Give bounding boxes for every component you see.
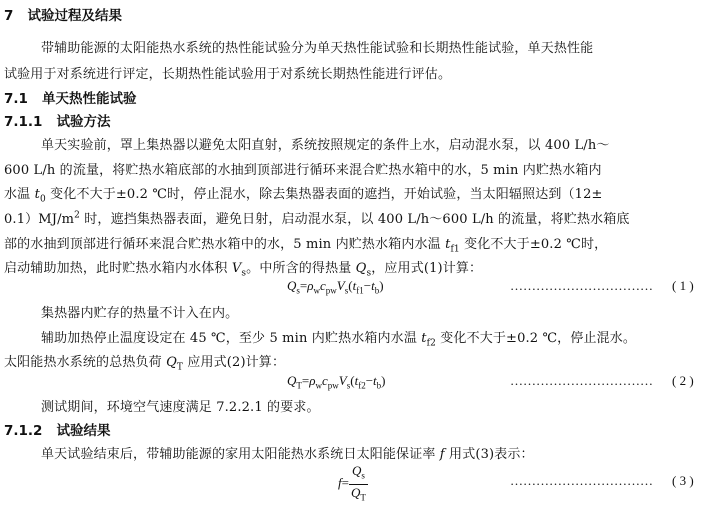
- section-7-1-2-heading: [4, 419, 111, 439]
- paragraph-2-line-1: 单天实验前，罩上集热器以避免太阳直射，系统按照规定的条件上水，启动混水泵，以 400 L/h～: [41, 138, 610, 153]
- equation-1-leader: ……………………………: [510, 278, 653, 293]
- paragraph-5: 测试期间，环境空气速度满足 7.2.2.1 的要求。: [41, 400, 320, 415]
- section-title: 试验过程及结果: [27, 8, 123, 24]
- paragraph-1-line-1: 带辅助能源的太阳能热水系统的热性能试验分为单天热性能试验和长期热性能试验，单天热性能: [41, 41, 594, 56]
- section-7-heading: [4, 4, 122, 24]
- paragraph-2-line-5: 部的水抽到顶部进行循环来混合贮热水箱中的水，5 min 内贮热水箱内水温 $t_{f1}$ 变化不大于±0.2 ℃时，: [4, 237, 608, 255]
- equation-2: $Q_T=\rho_wc_{pw}V_s(t_{f2}-t_b)$: [287, 373, 386, 391]
- paragraph-2-line-2: 600 L/h 的流量，将贮热水箱底部的水抽到顶部进行循环来混合贮热水箱中的水，5 min 内贮热水箱内: [4, 163, 602, 178]
- paragraph-1-line-2: 试验用于对系统进行评定，长期热性能试验用于对系统长期热性能进行评估。: [4, 67, 452, 82]
- section-title: 试验结果: [56, 423, 111, 439]
- paragraph-2-line-4: $0.1)MJ/m^2$ 时，遮挡集热器表面，避免日射，启动混水泵，以 400 L/h～600 L/h 的流量，将贮热水箱底: [4, 210, 630, 227]
- paragraph-4-line-1: 辅助加热停止温度设定在 45 ℃，至少 5 min 内贮热水箱内水温 $t_{f2}$ 变化不大于±0.2 ℃，停止混水。: [41, 331, 637, 349]
- equation-3-leader: ……………………………: [510, 473, 653, 488]
- section-title: 单天热性能试验: [42, 91, 137, 107]
- section-number: 7: [4, 8, 14, 24]
- paragraph-6: 单天试验结束后，带辅助能源的家用太阳能热水系统日太阳能保证率 f 用式(3)表示：: [41, 447, 534, 462]
- section-title: 试验方法: [56, 114, 111, 130]
- section-number: 7.1.2: [4, 423, 43, 439]
- section-number: 7.1: [4, 91, 28, 107]
- equation-1-number: ( 1 ): [672, 278, 694, 293]
- paragraph-3: 集热器内贮存的热量不计入在内。: [41, 306, 239, 321]
- section-7-1-1-heading: [4, 110, 111, 130]
- equation-2-leader: ……………………………: [510, 373, 653, 388]
- equation-2-number: ( 2 ): [672, 373, 694, 388]
- equation-3: f= $\frac{Q_s}{Q_T}$: [338, 463, 366, 503]
- symbol-t0: t: [34, 187, 40, 202]
- paragraph-2-line-3: 水温 $t_0$ 变化不大于±0.2 ℃时，停止混水，除去集热器表面的遮挡，开始试验，当太阳辐照达到（12±: [4, 187, 603, 205]
- section-number: 7.1.1: [4, 114, 43, 130]
- equation-3-number: ( 3 ): [672, 473, 694, 488]
- equation-1: $Q_s=\rho_wc_{pw}V_s(t_{f1}-t_b)$: [287, 278, 384, 296]
- section-7-1-heading: [4, 87, 137, 107]
- paragraph-4-line-2: 太阳能热水系统的总热负荷 $Q_T$ 应用式(2)计算：: [4, 355, 286, 373]
- paragraph-2-line-6: 启动辅助加热，此时贮热水箱内水体积 $V_s$。中所含的得热量 $Q_s$，应用式(1)计算：: [4, 261, 483, 279]
